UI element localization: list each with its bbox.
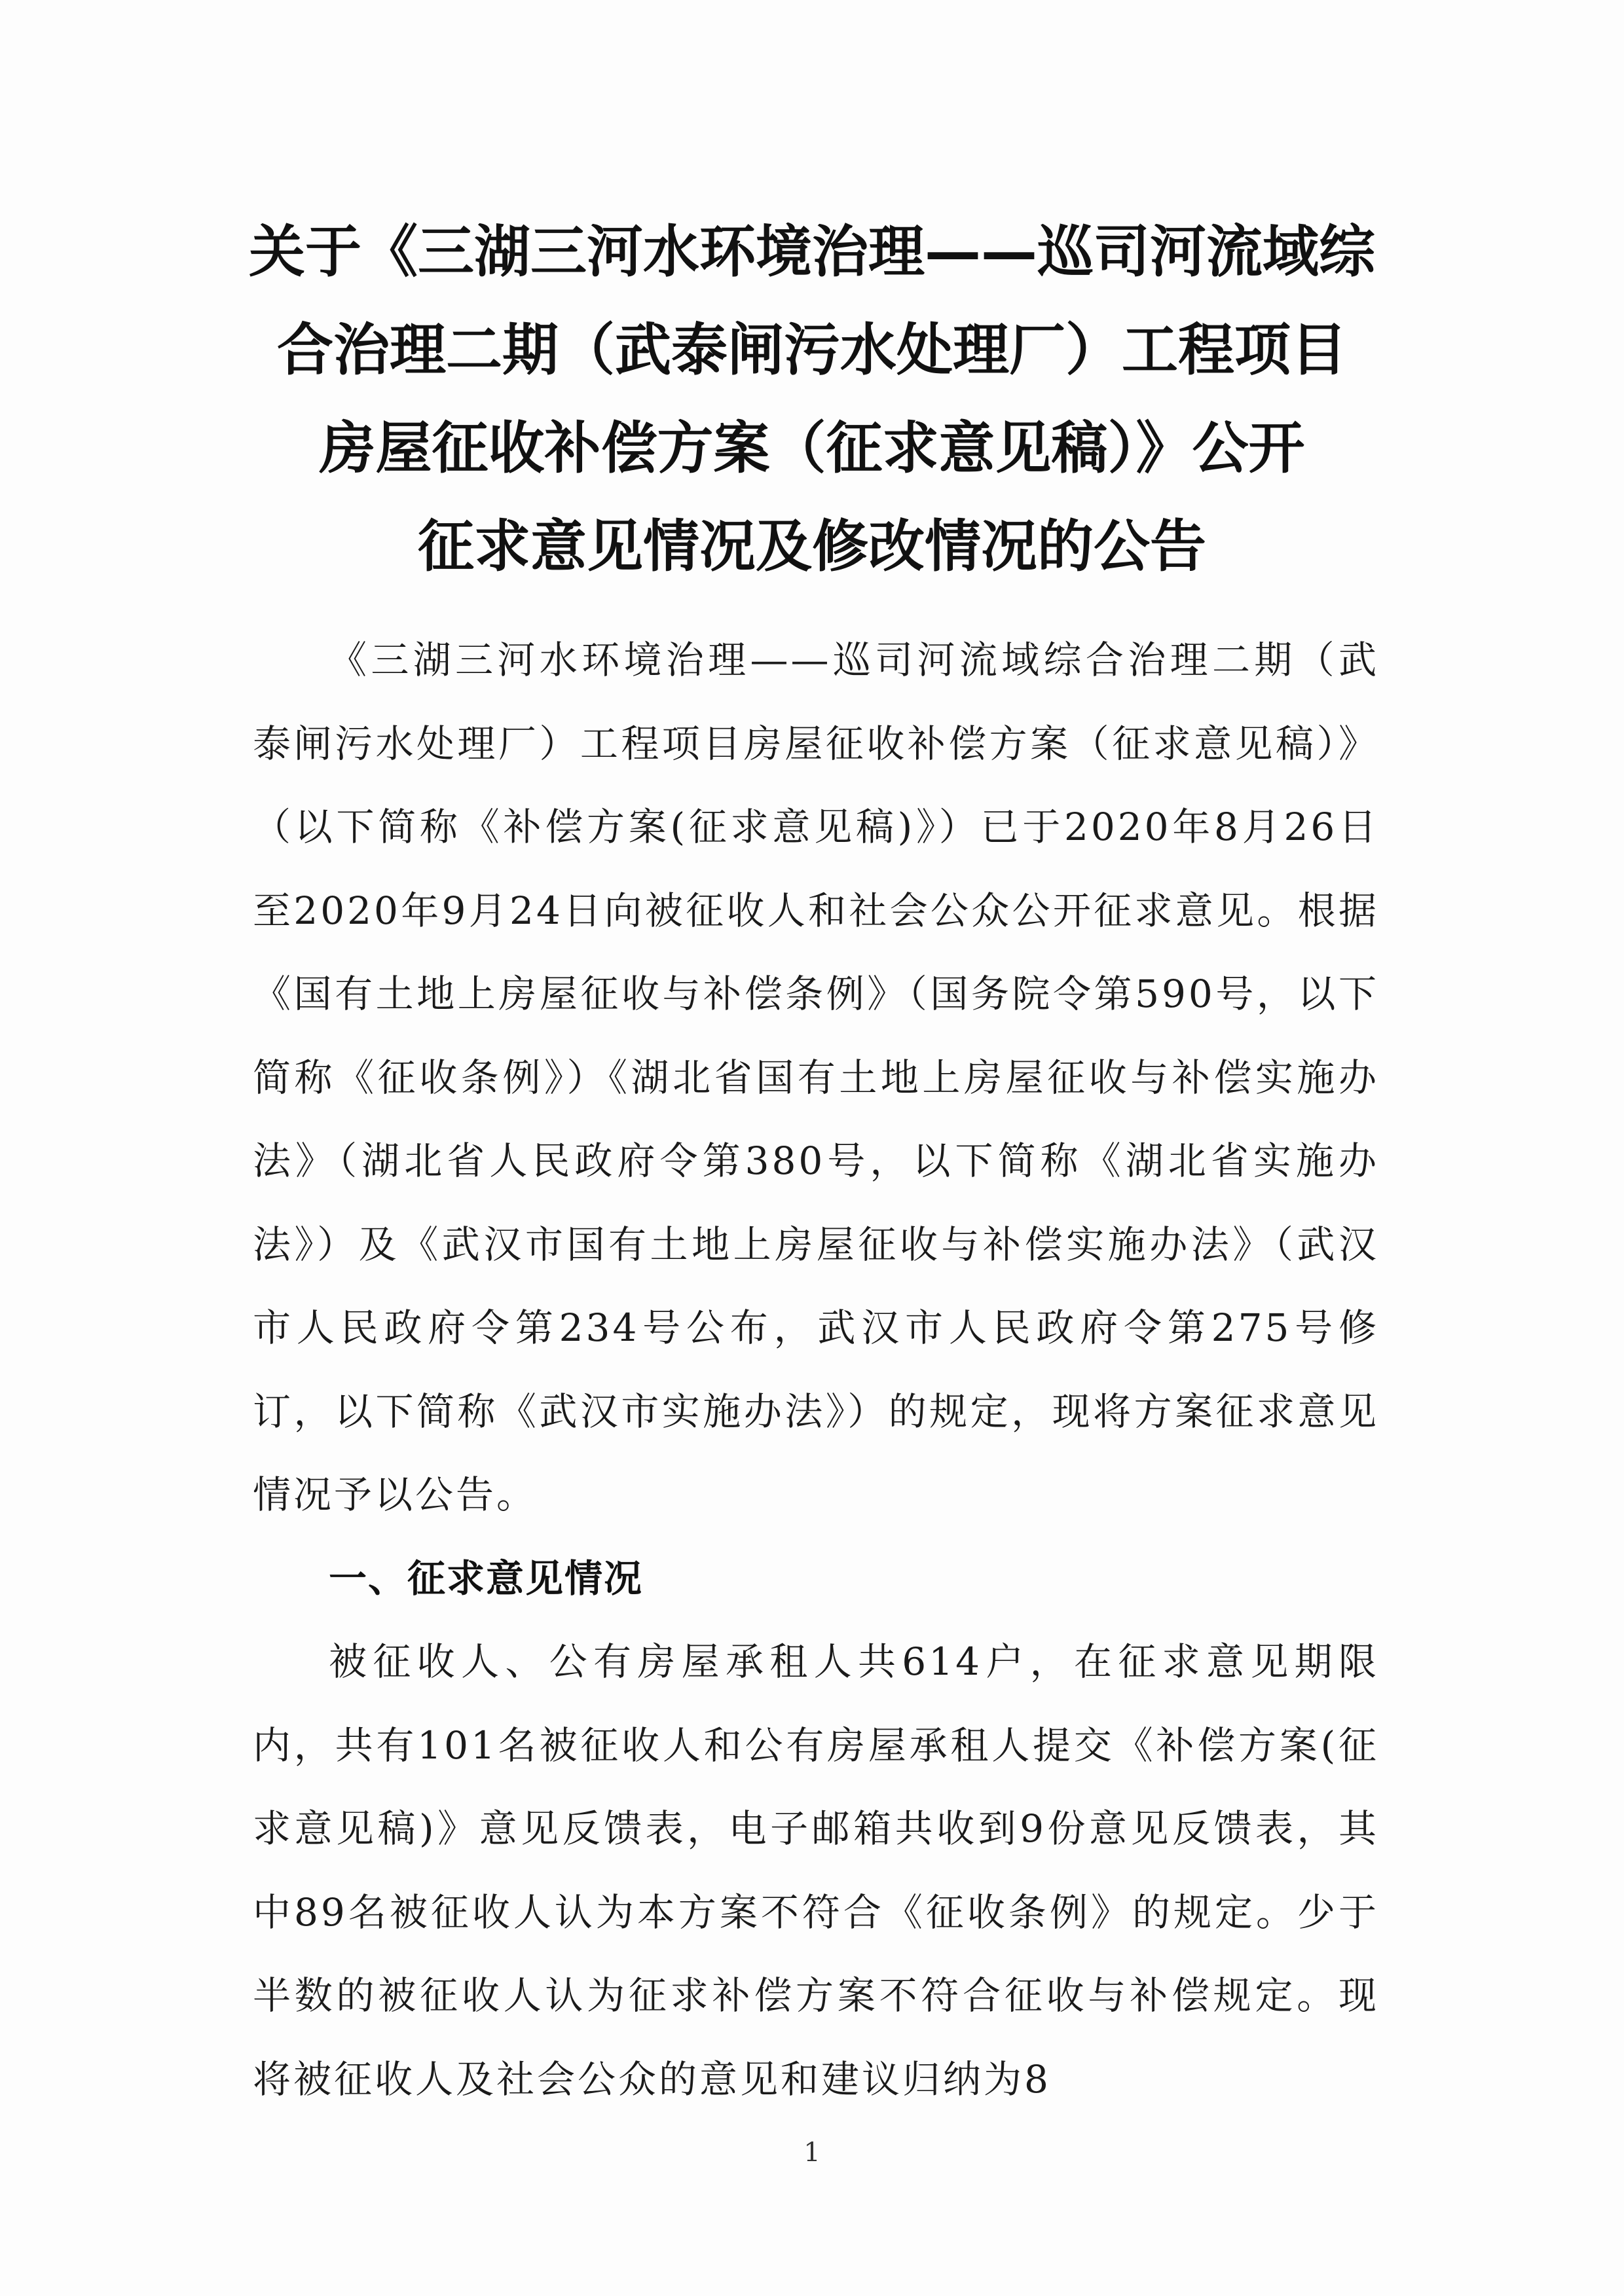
title-line-3: 房屋征收补偿方案（征求意见稿）》公开 — [319, 416, 1305, 481]
document-title — [196, 203, 1428, 596]
title-line-2: 合治理二期（武泰闸污水处理厂）工程项目 — [277, 318, 1347, 383]
title-line-4: 征求意见情况及修改情况的公告 — [418, 514, 1206, 579]
page-number: 1 — [803, 2138, 821, 2168]
document-body — [253, 619, 1379, 2121]
intro-paragraph: 《三湖三河水环境治理——巡司河流域综合治理二期（武泰闸污水处理厂）工程项目房屋征收补偿方案（征求意见稿）》（以下简称《补偿方案(征求意见稿)》）已于2020年8月26日至2020年9月24日向被征收人和社会公众公开征求意见。根据《国有土地上房屋征收与补偿条例》（国务院令第590号，以下简称《征收条例》）《湖北省国有土地上房屋征收与补偿实施办法》（湖北省人民政府令第380号，以下简称《湖北省实施办法》）及《武汉市国有土地上房屋征收与补偿实施办法》（武汉市人民政府令第234号公布，武汉市人民政府令第275号修订，以下简称《武汉市实施办法》）的规定，现将方案征求意见情况予以公告。 — [253, 638, 1379, 1517]
section-1-paragraph: 被征收人、公有房屋承租人共614户，在征求意见期限内，共有101名被征收人和公有房屋承租人提交《补偿方案(征求意见稿)》意见反馈表，电子邮箱共收到9份意见反馈表，其中89名被征收人认为本方案不符合《征收条例》的规定。少于半数的被征收人认为征求补偿方案不符合征收与补偿规定。现将被征收人及社会公众的意见和建议归纳为8 — [253, 1639, 1379, 2102]
section-heading-1: 一、征求意见情况 — [329, 1556, 644, 1601]
title-line-1: 关于《三湖三河水环境治理——巡司河流域综 — [249, 219, 1375, 285]
